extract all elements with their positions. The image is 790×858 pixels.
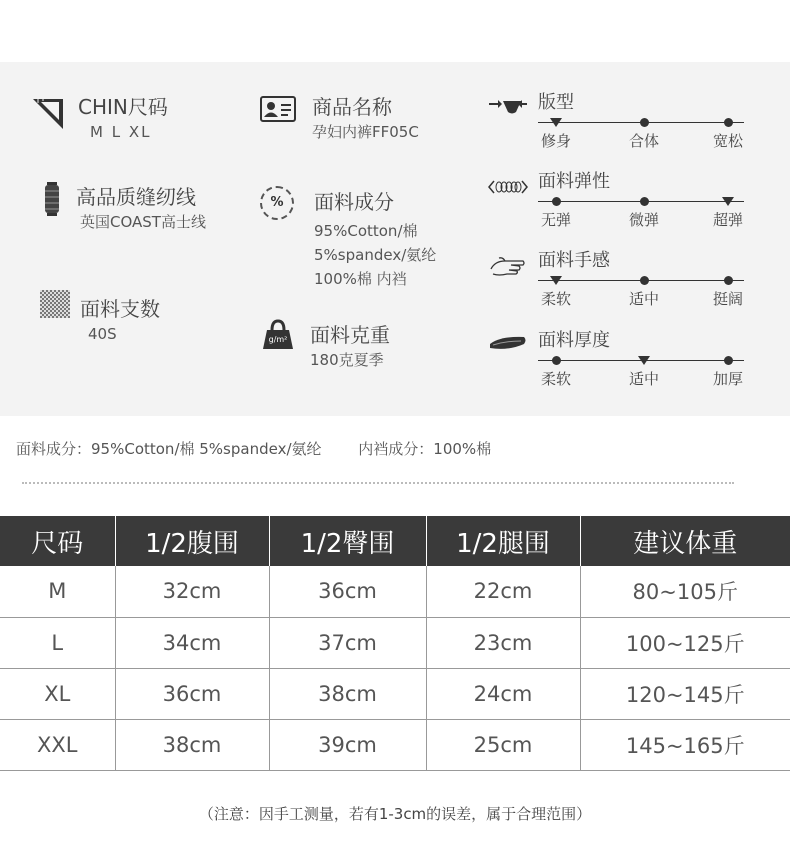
fit-shape-icon — [488, 98, 528, 116]
weight-bag-text: g/m² — [268, 335, 288, 344]
weight-bag-shape — [262, 318, 294, 350]
table-cell: M — [0, 566, 115, 617]
fit-option-2: 宽松 — [712, 132, 744, 150]
elasticity-scale-mark-2 — [722, 197, 734, 206]
elasticity-option-0: 无弹 — [540, 211, 572, 229]
handfeel-scale-mark-1 — [640, 276, 649, 285]
elasticity-option-2: 超弹 — [712, 211, 744, 229]
thickness-scale-mark-0 — [552, 356, 561, 365]
composition-summary — [16, 438, 501, 459]
composition-label: 面料成分 — [314, 190, 394, 214]
weight-bag-icon — [262, 318, 294, 350]
product-name-label: 商品名称 — [312, 95, 392, 119]
table-cell: 34cm — [115, 617, 269, 668]
thickness-scale-mark-2 — [724, 356, 733, 365]
yarn-label: 面料支数 — [80, 297, 160, 321]
elasticity-option-1: 微弹 — [628, 211, 660, 229]
thickness-scale-mark-1 — [638, 356, 650, 365]
size-spec — [78, 91, 168, 144]
handfeel-option-0: 柔软 — [540, 290, 572, 308]
fit-scale-mark-0 — [550, 118, 562, 127]
table-cell: 32cm — [115, 566, 269, 617]
table-cell: 100~125斤 — [580, 617, 790, 668]
size-table-header — [0, 516, 790, 566]
table-cell: 120~145斤 — [580, 668, 790, 719]
elasticity-scale — [538, 167, 744, 227]
table-cell: XL — [0, 668, 115, 719]
composition-spec — [314, 186, 436, 291]
spring-icon — [488, 180, 528, 194]
fabric-layer-icon — [488, 334, 528, 352]
weight-spec — [310, 319, 390, 372]
elasticity-scale-title: 面料弹性 — [538, 171, 610, 192]
table-cell: 36cm — [269, 566, 426, 617]
product-name-value: 孕妇内裤FF05C — [312, 123, 419, 141]
size-table — [0, 516, 790, 771]
table-cell: 80~105斤 — [580, 566, 790, 617]
thread-spec — [76, 181, 206, 234]
measurement-note: （注意：因手工测量，若有1-3cm的误差，属于合理范围） — [198, 805, 592, 823]
handfeel-scale-title: 面料手感 — [538, 250, 610, 271]
table-row — [0, 617, 790, 668]
fabric-composition-text: 面料成分：95%Cotton/棉 5%spandex/氨纶 — [16, 440, 322, 458]
thickness-option-2: 加厚 — [712, 370, 744, 388]
fabric-texture-icon — [40, 290, 70, 318]
table-cell: 39cm — [269, 719, 426, 770]
yarn-value: 40S — [88, 325, 117, 343]
handfeel-scale-mark-0 — [550, 276, 562, 285]
header-size: 尺码 — [0, 516, 115, 566]
id-card-icon — [260, 96, 296, 122]
handfeel-option-1: 适中 — [628, 290, 660, 308]
dotted-divider — [22, 482, 734, 484]
elasticity-scale-mark-0 — [552, 197, 561, 206]
thread-spool-icon — [44, 182, 60, 216]
fit-scale-mark-2 — [724, 118, 733, 127]
fit-option-1: 合体 — [628, 132, 660, 150]
table-cell: 23cm — [426, 617, 580, 668]
header-thigh: 1/2腿围 — [426, 516, 580, 566]
table-cell: 37cm — [269, 617, 426, 668]
table-row — [0, 566, 790, 617]
composition-line-3: 100%棉 内裆 — [314, 270, 407, 288]
triangle-ruler-icon — [32, 98, 64, 130]
table-cell: L — [0, 617, 115, 668]
hand-icon — [489, 255, 527, 279]
table-cell: 36cm — [115, 668, 269, 719]
table-cell: 24cm — [426, 668, 580, 719]
header-weight: 建议体重 — [580, 516, 790, 566]
yarn-spec — [80, 293, 160, 346]
table-cell: 22cm — [426, 566, 580, 617]
handfeel-option-2: 挺阔 — [712, 290, 744, 308]
thickness-scale — [538, 326, 744, 386]
composition-line-1: 95%Cotton/棉 — [314, 222, 418, 240]
table-cell: 145~165斤 — [580, 719, 790, 770]
handfeel-scale-mark-2 — [724, 276, 733, 285]
crotch-composition-text: 内裆成分：100%棉 — [358, 440, 492, 458]
fit-option-0: 修身 — [540, 132, 572, 150]
header-waist: 1/2腹围 — [115, 516, 269, 566]
weight-label: 面料克重 — [310, 323, 390, 347]
table-cell: XXL — [0, 719, 115, 770]
thread-label: 高品质缝纫线 — [76, 185, 196, 209]
table-cell: 38cm — [269, 668, 426, 719]
table-cell: 25cm — [426, 719, 580, 770]
weight-value: 180克夏季 — [310, 351, 384, 369]
spec-panel — [0, 62, 790, 416]
fit-scale-mark-1 — [640, 118, 649, 127]
composition-line-2: 5%spandex/氨纶 — [314, 246, 437, 264]
handfeel-scale — [538, 246, 744, 306]
table-cell: 38cm — [115, 719, 269, 770]
header-hip: 1/2臀围 — [269, 516, 426, 566]
thickness-option-1: 适中 — [628, 370, 660, 388]
thickness-scale-title: 面料厚度 — [538, 330, 610, 351]
elasticity-scale-mark-1 — [640, 197, 649, 206]
size-value: M L XL — [90, 123, 152, 141]
thickness-option-0: 柔软 — [540, 370, 572, 388]
size-label: CHIN尺码 — [78, 95, 168, 119]
table-row — [0, 668, 790, 719]
fit-scale-title: 版型 — [538, 92, 574, 113]
table-row — [0, 719, 790, 770]
percent-circle-icon: % — [260, 186, 294, 220]
product-name-spec — [312, 91, 419, 144]
fit-scale — [538, 88, 744, 148]
thread-value: 英国COAST高士线 — [80, 213, 206, 231]
